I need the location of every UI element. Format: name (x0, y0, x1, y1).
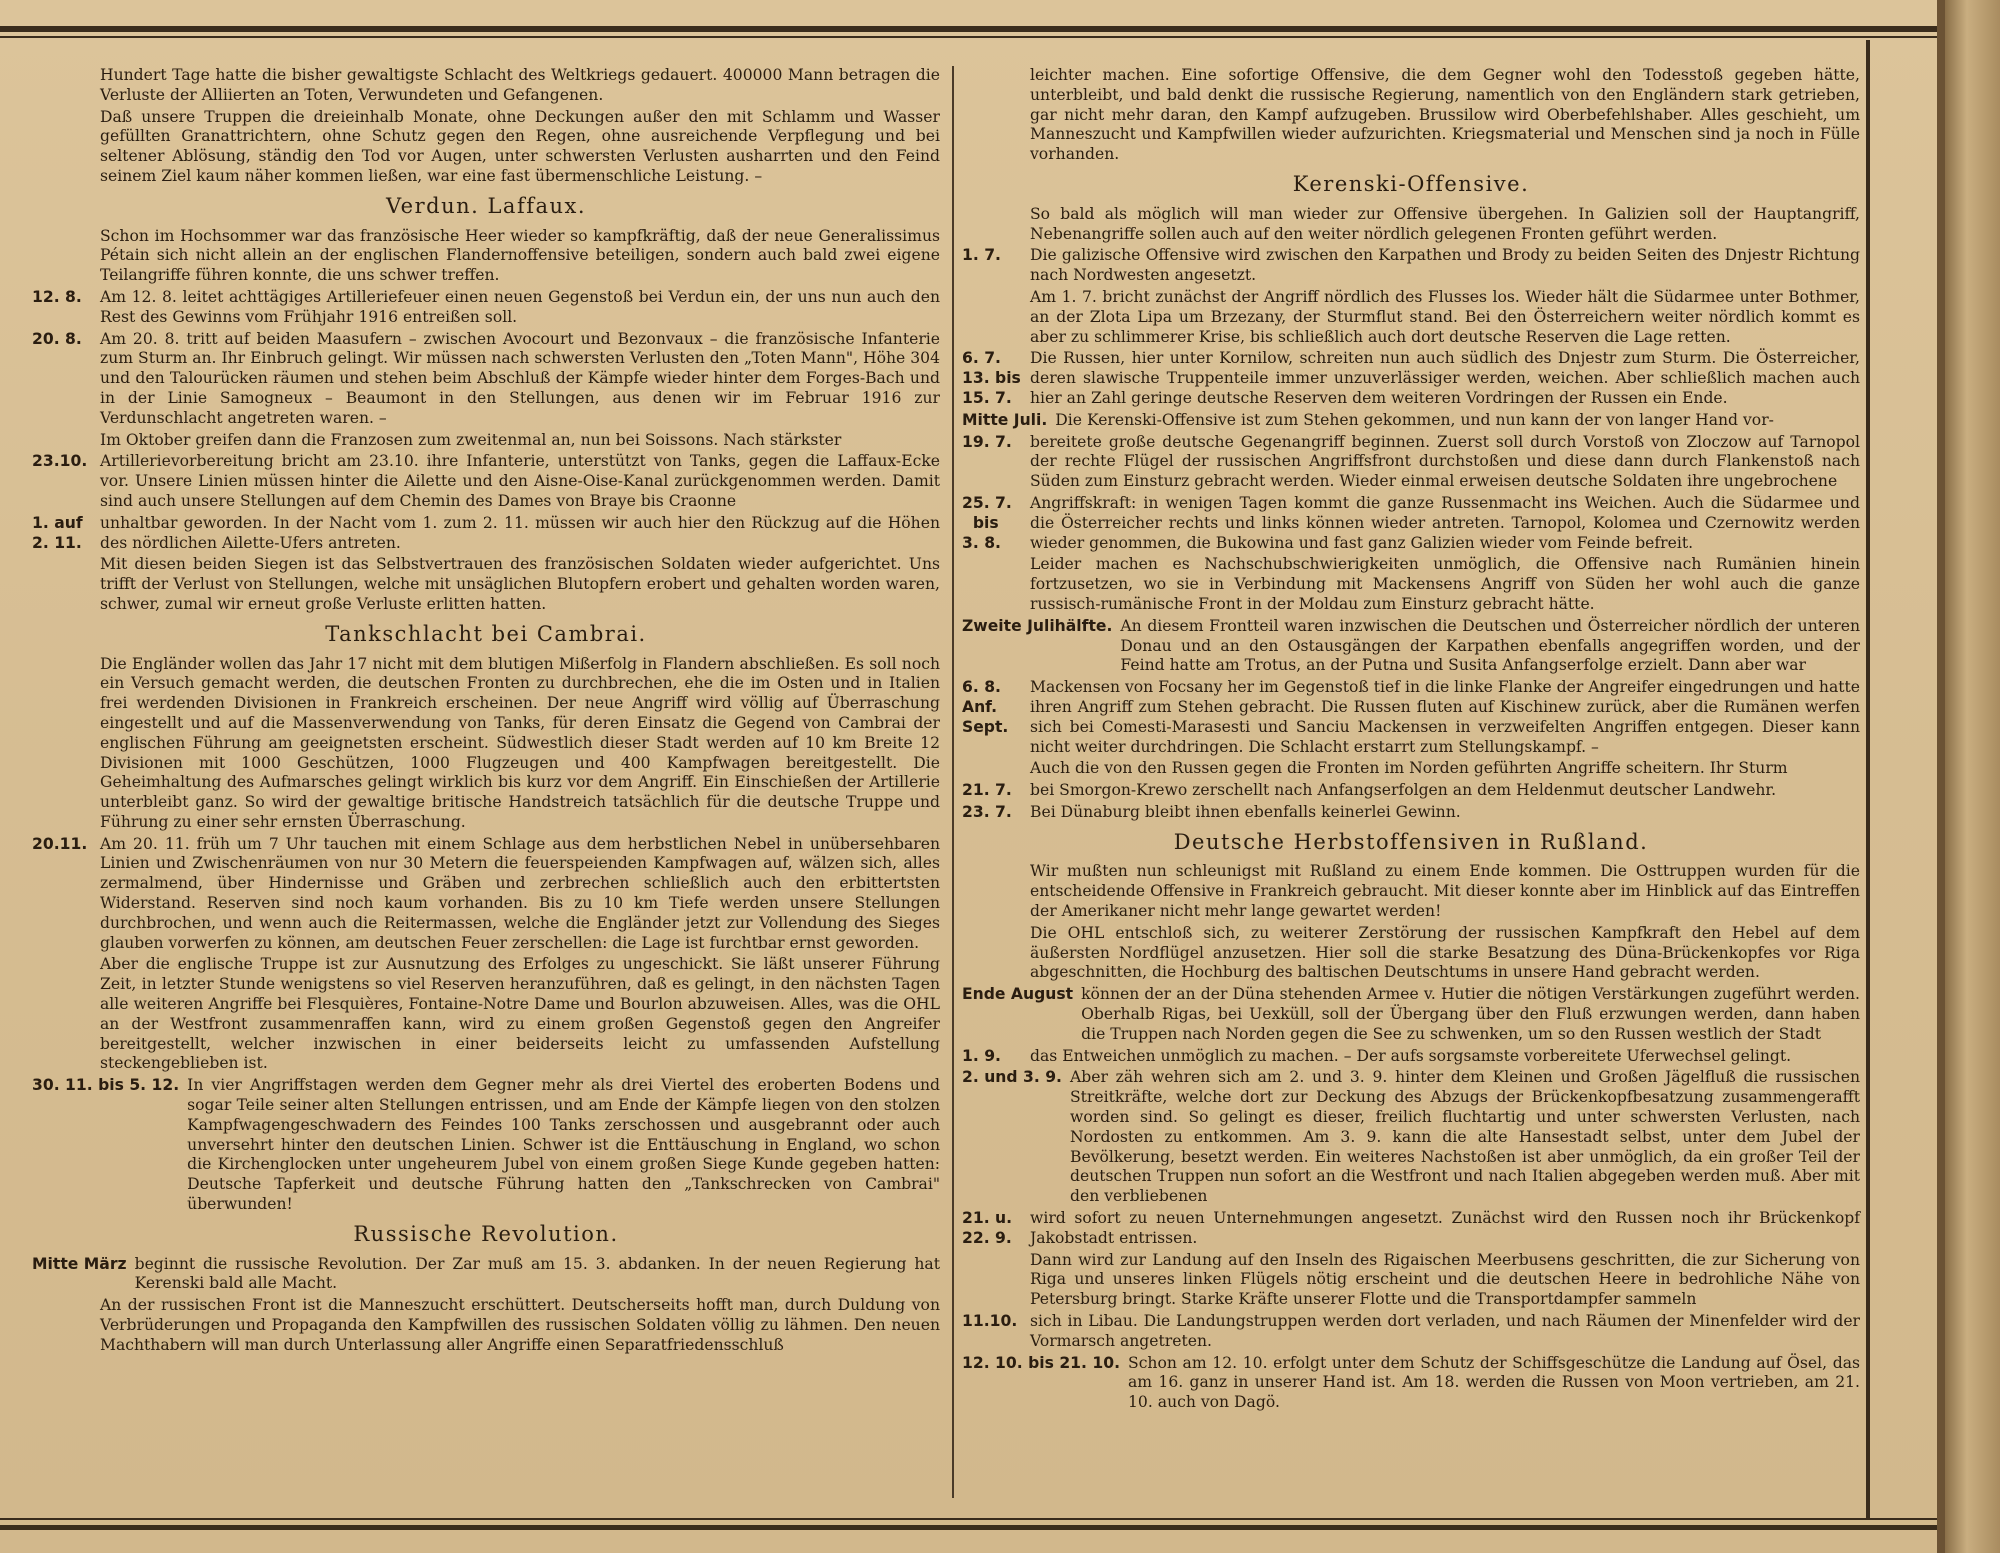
date-margin-note: 1. auf 2. 11. (32, 513, 83, 552)
paragraph (32, 514, 940, 554)
date-margin-note: 1. 7. (962, 246, 1001, 265)
paragraph (32, 1076, 940, 1215)
paragraph (962, 1047, 1860, 1067)
date-margin-note: 1. 9. (962, 1046, 1001, 1065)
date-margin-note: 25. 7. bis 3. 8. (962, 493, 1012, 552)
paragraph-text: Auch die von den Russen gegen die Fronten im Norden geführten Angriffe scheitern. Ihr Sturm (1030, 759, 1788, 778)
paragraph-text: An diesem Frontteil waren inzwischen die Deutschen und Österreicher nördlich der unteren Donau und an den Ostausgängen der Karpathen ebenfalls angegriffen worden, und der Feind hatte am Trotus, an der Putna und Susita Anfangserfolge erzielt. Dann aber war (1120, 616, 1860, 675)
date-margin-note: 12. 8. (32, 287, 82, 306)
paragraph-text: Am 1. 7. bricht zunächst der Angriff nördlich des Flusses los. Wieder hält die Südarmee unter Bothmer, an der Zlota Lipa um Brzezany, der Sturmflut stand. Bei den Österreichern weiter nördlich kommt es aber zu schlimmerer Krise, bis schließlich auch dort deutsche Reserven die Lage retten. (1030, 287, 1860, 346)
date-margin-note: 20.11. (32, 834, 88, 853)
paragraph (962, 411, 1860, 431)
paragraph-text: Hundert Tage hatte die bisher gewaltigste Schlacht des Weltkriegs gedauert. 400000 Mann betragen die Verluste der Alliierten an Toten, Verwundeten und Gefangenen. (100, 66, 940, 104)
paragraph-text: Bei Dünaburg bleibt ihnen ebenfalls keinerlei Gewinn. (1030, 802, 1461, 821)
paragraph-text: Leider machen es Nachschubschwierigkeiten unmöglich, die Offensive nach Rumänien hinein fortzusetzen, wo sie in Verbindung mit Mackensens Angriff von Süden her wohl auch die ganze russisch-rumänische Front in der Moldau zum Einsturz gebracht hätte. (1030, 555, 1860, 613)
paragraph (962, 862, 1860, 921)
date-margin-note: 20. 8. (32, 329, 82, 348)
paragraph-text: Die Russen, hier unter Kornilow, schreiten nun auch südlich des Dnjestr zum Sturm. Die Österreicher, deren slawische Truppenteile immer unzuverlässiger werden, weichen. Aber schließlich machen auch hier an Zahl geringe deutsche Reserven dem weiteren Vordringen der Russen ein Ende. (1030, 349, 1860, 407)
date-margin-note: 11.10. (962, 1312, 1018, 1331)
paragraph (32, 1296, 940, 1355)
paragraph-text: Die Engländer wollen das Jahr 17 nicht mit dem blutigen Mißerfolg in Flandern abschließen. Es soll noch ein Versuch gemacht werden, die deutschen Fronten zu durchbrechen, ehe die im Osten und in Italien frei werdenden Divisionen in Frankreich erscheinen. Der neue Angriff wird völlig auf Überraschung eingestellt und auf die Massenverwendung von Tanks, für deren Einsatz die Gegend von Cambrai der englischen Führung am geeignetsten erscheint. Südwestlich dieser Stadt werden auf 10 km Breite 12 Divisionen mit 1000 Geschützen, 1000 Flugzeugen und 400 Kampfwagen bereitgestellt. Die Geheimhaltung des Aufmarsches gelingt wirklich bis kurz vor dem Angriff. Ein Einschießen der Artillerie unterbleibt ganz. So wird der gewaltige britische Handstreich tatsächlich für die deutsche Truppe und Führung zu einer sehr ernsten Überraschung. (100, 654, 940, 831)
paragraph-text: In vier Angriffstagen werden dem Gegner mehr als drei Viertel des eroberten Bodens und sogar Teile seiner alten Stellungen entrissen, und am Ende der Kämpfe liegen von den stolzen Kampfwagengeschwadern des Feindes 100 Tanks zerschossen und ausgebrannt oder auch unversehrt hinter den deutschen Linien. Schwer ist die Enttäuschung in England, wo schon die Kirchenglocken unter ungeheurem Jubel von einem großen Siege Kunde gegeben hatten: Deutsche Tapferkeit und deutsche Führung hatten den „Tankschrecken von Cambrai" überwunden! (187, 1076, 940, 1214)
paragraph (962, 349, 1860, 408)
section-heading: Russische Revolution. (353, 1221, 619, 1246)
paragraph (962, 1312, 1860, 1352)
date-margin-note: 6. 8. Anf. Sept. (962, 678, 1009, 736)
paragraph-text: können der an der Düna stehenden Armee v. Hutier die nötigen Verstärkungen zugeführt werden. Oberhalb Rigas, bei Uexküll, soll der Übergang über den Fluß erzwungen werden, dann haben die Truppen nach Norden gegen die See zu schwenken, um so den Russen westlich der Stadt (1081, 985, 1860, 1043)
paragraph (32, 452, 940, 511)
paragraph (32, 1255, 940, 1295)
date-margin-note: 2. und 3. 9. (962, 1068, 1062, 1087)
paragraph-text: bereitete große deutsche Gegenangriff beginnen. Zuerst soll durch Vorstoß von Zloczow auf Tarnopol der rechte Flügel der russischen Angriffsfront durchstoßen und diese dann durch Flankenstoß nach Süden zum Einsturz gebracht werden. Wieder einmal erweisen deutsche Soldaten ihre ungebrochene (1030, 432, 1860, 491)
paragraph (962, 678, 1860, 757)
paragraph (962, 555, 1860, 614)
paragraph (962, 1251, 1860, 1310)
paragraph-text: bei Smorgon-Krewo zerschellt nach Anfangserfolgen an dem Heldenmut deutscher Landwehr. (1030, 781, 1777, 800)
paragraph-text: Am 12. 8. leitet achttägiges Artilleriefeuer einen neuen Gegenstoß bei Verdun ein, der uns nun auch den Rest des Gewinns vom Frühjahr 1916 entreißen soll. (100, 287, 940, 326)
top-rule (0, 26, 1945, 32)
paragraph (32, 431, 940, 451)
paragraph (962, 288, 1860, 347)
paragraph-text: leichter machen. Eine sofortige Offensive, die dem Gegner wohl den Todesstoß gegeben hätte, unterbleibt, und bald denkt die russische Regierung, namentlich von den Engländern stark getrieben, gar nicht mehr daran, den Kampf aufzugeben. Brussilow wird Oberbefehlshaber. Alles geschieht, um Manneszucht und Kampfwillen wieder aufzurichten. Kriegsmaterial und Menschen sind ja noch in Fülle vorhanden. (1030, 66, 1860, 164)
paragraph (962, 781, 1860, 801)
paragraph-text: Am 20. 11. früh um 7 Uhr tauchen mit einem Schlage aus dem herbstlichen Nebel in unübersehbaren Linien und Zwischenräumen von nur 30 Metern die feuerspeienden Kampfwagen auf, wälzen sich, alles zermalmend, über Hindernisse und Gräben und zerbrechen schließlich auch den erbittertsten Widerstand. Reserven sind noch kaum vorhanden. Bis zu 10 km Tiefe werden unsere Stellungen durchbrochen, und wenn auch die Reitermassen, welche die Engländer jetzt zur Vollendung des Sieges glauben vorwerfen zu können, am deutschen Feuer zerschellen: die Lage ist furchtbar ernst geworden. (100, 834, 940, 952)
paragraph-text: Die Kerenski-Offensive ist zum Stehen gekommen, und nun kann der von langer Hand vor- (1055, 410, 1774, 429)
paragraph-text: Artillerievorbereitung bricht am 23.10. ihre Infanterie, unterstützt von Tanks, gegen die Laffaux-Ecke vor. Unsere Linien müssen hinter die Ailette und den Aisne-Oise-Kanal zurückgenommen werden. Damit sind auch unsere Stellungen auf dem Chemin des Dames von Braye bis Craonne (100, 452, 940, 510)
right-frame-rule (1866, 40, 1870, 1520)
date-margin-note: 21. u. 22. 9. (962, 1209, 1013, 1247)
paragraph (962, 803, 1860, 823)
paragraph (962, 1068, 1860, 1207)
paragraph-text: So bald als möglich will man wieder zur Offensive übergehen. In Galizien soll der Hauptangriff, Nebenangriffe sollen auch auf den weiter nördlich gelegenen Fronten geführt werden. (1030, 204, 1860, 243)
paragraph (32, 66, 940, 106)
paragraph (962, 205, 1860, 245)
bottom-rule-thin (0, 1518, 1945, 1520)
paragraph-text: Daß unsere Truppen die dreieinhalb Monate, ohne Deckungen außer den mit Schlamm und Wasser gefüllten Granattrichtern, ohne Schutz gegen den Regen, ohne ausreichende Verpflegung und bei seltener Ablösung, ständig den Tod vor Augen, unter schwersten Verlusten ausharrten und den Feind seinem Ziel kaum näher kommen ließen, war eine fast übermenschliche Leistung. – (100, 107, 940, 185)
paragraph (962, 985, 1860, 1044)
paragraph-text: Die galizische Offensive wird zwischen den Karpathen und Brody zu beiden Seiten des Dnjestr Richtung nach Nordwesten angesetzt. (1030, 246, 1860, 285)
date-margin-note: Zweite Julihälfte. (962, 616, 1113, 635)
paragraph-text: Schon am 12. 10. erfolgt unter dem Schutz der Schiffsgeschütze die Landung auf Ösel, das am 16. ganz in unserer Hand ist. Am 18. werden die Russen von Moon vertrieben, am 21. 10. auch von Dagö. (1128, 1353, 1860, 1412)
paragraph-text: beginnt die russische Revolution. Der Zar muß am 15. 3. abdanken. In der neuen Regierung hat Kerenski bald alle Macht. (134, 1254, 940, 1293)
paragraph (962, 246, 1860, 286)
paragraph-text: Dann wird zur Landung auf den Inseln des Rigaischen Meerbusens geschritten, die zur Sicherung von Riga und unseres linken Flügels nötig erscheint und die deutschen Heere in bedrohliche Nähe von Petersburg bringt. Starke Kräfte unserer Flotte und die Transportdampfer sammeln (1030, 1250, 1860, 1309)
paragraph-text: Die OHL entschloß sich, zu weiterer Zerstörung der russischen Kampfkraft den Hebel auf dem äußersten Nordflügel anzusetzen. Hier soll die starke Besatzung des Düna-Brückenkopfes vor Riga abgeschnitten, die Hochburg des baltischen Deutschtums in unsere Hand gebracht werden. (1030, 923, 1860, 982)
paragraph (32, 108, 940, 187)
date-margin-note: 30. 11. bis 5. 12. (32, 1076, 180, 1095)
date-margin-note: Mitte Juli. (962, 410, 1048, 429)
paragraph (962, 433, 1860, 492)
page-edge (1937, 0, 1945, 1553)
paragraph-text: Mackensen von Focsany her im Gegenstoß tief in die linke Flanke der Angreifer eingedrungen und hatte ihren Angriff zum Stehen gebracht. Die Russen fluten auf Kischinew zurück, aber die Rumänen werfen sich bei Comesti-Marasesti und Sanciu Mackensen in verzweifelten Angriffen entgegen. Dieser kann nicht weiter durchdringen. Die Schlacht erstarrt zum Stellungskampf. – (1030, 678, 1860, 756)
paragraph (962, 1209, 1860, 1249)
book-binding (1945, 0, 2000, 1553)
paragraph-text: Wir mußten nun schleunigst mit Rußland zu einem Ende kommen. Die Osttruppen wurden für die entscheidende Offensive in Frankreich gebraucht. Mit dieser konnte aber im Hinblick auf das Eintreffen der Amerikaner nicht mehr lange gewartet werden! (1030, 862, 1860, 921)
right-column (962, 66, 1860, 1415)
paragraph-text: Angriffskraft: in wenigen Tagen kommt die ganze Russenmacht ins Weichen. Auch die Südarmee und die Österreicher rechts und links können wieder antreten. Tarnopol, Kolomea und Czernowitz werden wieder genommen, die Bukowina und fast ganz Galizien wieder vom Feinde befreit. (1030, 493, 1860, 552)
bottom-rule (0, 1525, 1945, 1530)
paragraph (32, 288, 940, 328)
paragraph-text: Schon im Hochsommer war das französische Heer wieder so kampfkräftig, daß der neue Generalissimus Pétain sich nicht allein an der englischen Flandernoffensive beteiligen, sondern auch bald zwei eigene Teilangriffe führen konnte, die uns schwer treffen. (100, 226, 940, 285)
paragraph-text: Am 20. 8. tritt auf beiden Maasufern – zwischen Avocourt und Bezonvaux – die französische Infanterie zum Sturm an. Ihr Einbruch gelingt. Wir müssen nach schwersten Verlusten den „Toten Mann", Höhe 304 und den Talourücken räumen und stehen beim Abschluß der Kämpfe wieder hinter dem Forges-Bach und in der Linie Samogneux – Beaumont in den Stellungen, aus denen wir im Februar 1916 zur Verdunschlacht angetreten waren. – (100, 329, 940, 427)
paragraph (32, 655, 940, 833)
paragraph-text: unhaltbar geworden. In der Nacht vom 1. zum 2. 11. müssen wir auch hier den Rückzug auf die Höhen des nördlichen Ailette-Ufers antreten. (100, 513, 940, 552)
date-margin-note: 23.10. (32, 452, 88, 471)
paragraph (962, 1354, 1860, 1413)
paragraph (32, 555, 940, 614)
paragraph (962, 924, 1860, 983)
paragraph-text: sich in Libau. Die Landungstruppen werden dort verladen, und nach Räumen der Minenfelder wird der Vormarsch angetreten. (1030, 1312, 1860, 1350)
date-margin-note: Mitte März (32, 1254, 127, 1273)
date-margin-note: 19. 7. (962, 432, 1012, 451)
date-margin-note: 12. 10. bis 21. 10. (962, 1353, 1121, 1372)
paragraph-text: wird sofort zu neuen Unternehmungen angesetzt. Zunächst wird den Russen noch ihr Brückenkopf Jakobstadt entrissen. (1030, 1209, 1860, 1247)
section-heading: Tankschlacht bei Cambrai. (325, 621, 647, 646)
paragraph (32, 330, 940, 429)
date-margin-note: 23. 7. (962, 802, 1012, 821)
paragraph-text: Mit diesen beiden Siegen ist das Selbstvertrauen des französischen Soldaten wieder aufgerichtet. Uns trifft der Verlust von Stellungen, welche mit unsäglichen Blutopfern erobert und gehalten worden waren, schwer, zumal wir erneut große Verluste erlitten hatten. (100, 555, 940, 613)
date-margin-note: 21. 7. (962, 781, 1012, 800)
top-rule-thin (0, 36, 1945, 38)
paragraph (32, 835, 940, 954)
paragraph-text: Aber die englische Truppe ist zur Ausnutzung des Erfolges zu ungeschickt. Sie läßt unserer Führung Zeit, in letzter Stunde wenigstens so viel Reserven heranzuführen, daß es gelingt, in den nächsten Tagen alle weiteren Angriffe bei Flesquières, Fontaine-Notre Dame und Bourlon abzuweisen. Alles, was die OHL an der Westfront zusammenraffen kann, wird zu einem großen Gegenstoß gegen den Angreifer bereitgestellt, welcher inzwischen in einer beiderseits leicht zu umfassenden Aufstellung steckengeblieben ist. (100, 955, 940, 1073)
paragraph-text: Aber zäh wehren sich am 2. und 3. 9. hinter dem Kleinen und Großen Jägelfluß die russischen Streitkräfte, welche dort zur Deckung des Abzugs der Brückenkopfbesatzung zusammengerafft worden sind. So gelingt es dieser, freilich fluchtartig und unter schwersten Verlusten, nach Nordosten zu entkommen. Am 3. 9. kann die alte Hansestadt selbst, unter dem Jubel der Bevölkerung, besetzt werden. Ein weiteres Nachstoßen ist aber unmöglich, da ein großer Teil der deutschen Truppen nun sofort an die Westfront und nach Italien abgegeben werden muß. Aber mit den verbliebenen (1069, 1068, 1860, 1206)
section-heading: Kerenski-Offensive. (1292, 171, 1530, 196)
paragraph (32, 227, 940, 286)
paragraph (962, 494, 1860, 553)
paragraph (962, 66, 1860, 165)
section-heading: Deutsche Herbstoffensiven in Rußland. (1173, 829, 1649, 854)
column-divider (952, 66, 954, 1498)
paragraph (962, 617, 1860, 676)
section-heading: Verdun. Laffaux. (385, 193, 587, 218)
date-margin-note: 6. 7. 13. bis 15. 7. (962, 349, 1021, 407)
paragraph-text: das Entweichen unmöglich zu machen. – Der aufs sorgsamste vorbereitete Uferwechsel gelingt. (1030, 1046, 1792, 1065)
paragraph (32, 955, 940, 1074)
paragraph-text: Im Oktober greifen dann die Franzosen zum zweitenmal an, nun bei Soissons. Nach stärkster (100, 430, 842, 449)
left-column (32, 66, 940, 1358)
paragraph-text: An der russischen Front ist die Manneszucht erschüttert. Deutscherseits hofft man, durch Duldung von Verbrüderungen und Propaganda den Kampfwillen des russischen Soldaten völlig zu lähmen. Den neuen Machthabern will man durch Unterlassung aller Angriffe einen Separatfriedensschluß (100, 1296, 940, 1354)
date-margin-note: Ende August (962, 985, 1074, 1004)
paragraph (962, 759, 1860, 779)
